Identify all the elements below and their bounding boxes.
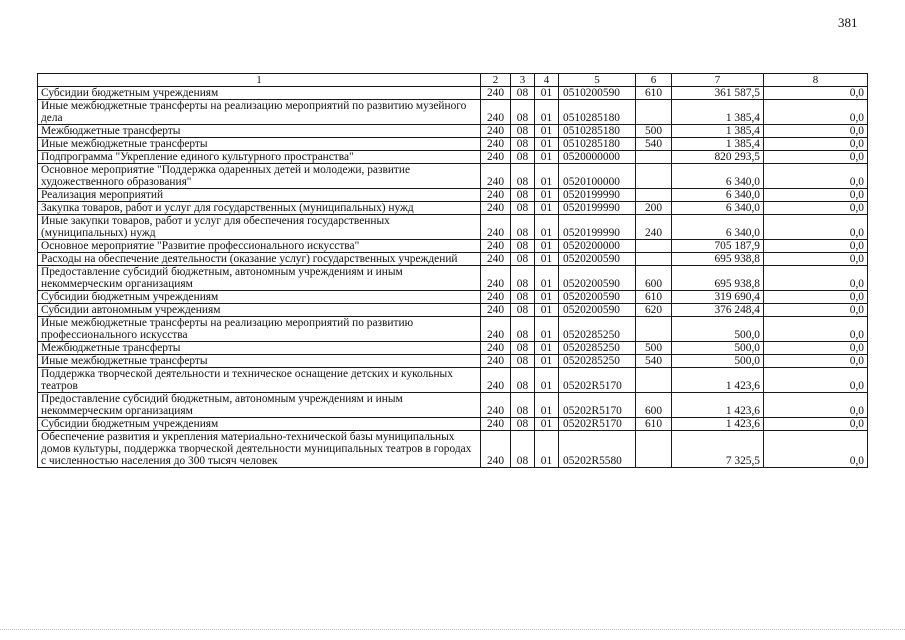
cell-target-article: 0520100000 [559, 164, 636, 189]
table-row [38, 291, 868, 304]
cell-target-article: 0520200590 [559, 253, 636, 266]
cell-section: 08 [511, 393, 535, 418]
cell-ministry-code: 240 [481, 253, 511, 266]
cell-subsection: 01 [535, 215, 559, 240]
cell-ministry-code: 240 [481, 164, 511, 189]
cell-section: 08 [511, 100, 535, 125]
cell-subsection: 01 [535, 151, 559, 164]
cell-amount-extra: 0,0 [764, 189, 868, 202]
cell-amount: 500,0 [672, 355, 764, 368]
cell-target-article: 0510285180 [559, 138, 636, 151]
cell-amount-extra: 0,0 [764, 431, 868, 468]
cell-name: Иные межбюджетные трансферты на реализацию мероприятий по развитию музейного дела [38, 100, 481, 125]
table-row [38, 164, 868, 189]
cell-target-article: 0510200590 [559, 87, 636, 100]
cell-name: Субсидии бюджетным учреждениям [38, 87, 481, 100]
cell-name: Предоставление субсидий бюджетным, автономным учреждениям и иным некоммерческим организациям [38, 393, 481, 418]
cell-section: 08 [511, 431, 535, 468]
table-row [38, 87, 868, 100]
cell-amount-extra: 0,0 [764, 304, 868, 317]
page-number: 381 [838, 15, 858, 30]
cell-target-article: 0520199990 [559, 202, 636, 215]
cell-expense-type: 610 [636, 418, 672, 431]
cell-amount: 376 248,4 [672, 304, 764, 317]
cell-ministry-code: 240 [481, 240, 511, 253]
cell-amount: 695 938,8 [672, 253, 764, 266]
cell-section: 08 [511, 266, 535, 291]
cell-target-article: 0520285250 [559, 317, 636, 342]
cell-ministry-code: 240 [481, 202, 511, 215]
cell-target-article: 0520200590 [559, 266, 636, 291]
cell-name: Закупка товаров, работ и услуг для государственных (муниципальных) нужд [38, 202, 481, 215]
cell-target-article: 0510285180 [559, 100, 636, 125]
cell-amount-extra: 0,0 [764, 418, 868, 431]
cell-subsection: 01 [535, 202, 559, 215]
cell-name: Межбюджетные трансферты [38, 342, 481, 355]
header-cell: 1 [38, 74, 481, 87]
cell-section: 08 [511, 317, 535, 342]
cell-ministry-code: 240 [481, 189, 511, 202]
table-row [38, 418, 868, 431]
cell-ministry-code: 240 [481, 291, 511, 304]
cell-amount-extra: 0,0 [764, 100, 868, 125]
cell-target-article: 0520285250 [559, 355, 636, 368]
cell-ministry-code: 240 [481, 431, 511, 468]
cell-target-article: 0520200000 [559, 240, 636, 253]
cell-amount: 6 340,0 [672, 202, 764, 215]
table-row [38, 393, 868, 418]
cell-amount-extra: 0,0 [764, 393, 868, 418]
cell-amount-extra: 0,0 [764, 342, 868, 355]
cell-name: Расходы на обеспечение деятельности (оказание услуг) государственных учреждений [38, 253, 481, 266]
cell-section: 08 [511, 189, 535, 202]
table-row [38, 100, 868, 125]
cell-amount: 1 385,4 [672, 100, 764, 125]
cell-amount-extra: 0,0 [764, 87, 868, 100]
cell-subsection: 01 [535, 125, 559, 138]
cell-ministry-code: 240 [481, 151, 511, 164]
cell-expense-type: 610 [636, 291, 672, 304]
cell-section: 08 [511, 304, 535, 317]
cell-ministry-code: 240 [481, 355, 511, 368]
cell-subsection: 01 [535, 368, 559, 393]
cell-amount-extra: 0,0 [764, 151, 868, 164]
table-row [38, 125, 868, 138]
cell-amount: 6 340,0 [672, 215, 764, 240]
cell-subsection: 01 [535, 355, 559, 368]
header-cell: 7 [672, 74, 764, 87]
cell-amount: 361 587,5 [672, 87, 764, 100]
cell-name: Обеспечение развития и укрепления материально-технической базы муниципальных домов культуры, поддержка творческой деятельности муниципальных театров в городах с численностью населения до 300 тысяч человек [38, 431, 481, 468]
cell-amount: 695 938,8 [672, 266, 764, 291]
cell-amount: 705 187,9 [672, 240, 764, 253]
cell-expense-type [636, 431, 672, 468]
cell-target-article: 0520200590 [559, 304, 636, 317]
cell-subsection: 01 [535, 291, 559, 304]
cell-subsection: 01 [535, 87, 559, 100]
cell-name: Субсидии автономным учреждениям [38, 304, 481, 317]
cell-amount-extra: 0,0 [764, 266, 868, 291]
table-row [38, 431, 868, 468]
cell-expense-type [636, 164, 672, 189]
cell-subsection: 01 [535, 342, 559, 355]
cell-name: Реализация мероприятий [38, 189, 481, 202]
cell-expense-type: 600 [636, 266, 672, 291]
cell-section: 08 [511, 215, 535, 240]
cell-name: Предоставление субсидий бюджетным, автономным учреждениям и иным некоммерческим организациям [38, 266, 481, 291]
table-row [38, 355, 868, 368]
cell-section: 08 [511, 164, 535, 189]
cell-expense-type: 610 [636, 87, 672, 100]
cell-name: Основное мероприятие "Поддержка одаренных детей и молодежи, развитие художественного образования" [38, 164, 481, 189]
cell-name: Иные межбюджетные трансферты [38, 138, 481, 151]
cell-expense-type: 240 [636, 215, 672, 240]
cell-section: 08 [511, 151, 535, 164]
header-cell: 4 [535, 74, 559, 87]
cell-expense-type: 600 [636, 393, 672, 418]
cell-expense-type: 200 [636, 202, 672, 215]
cell-target-article: 0520199990 [559, 189, 636, 202]
cell-name: Подпрограмма "Укрепление единого культурного пространства" [38, 151, 481, 164]
cell-name: Иные закупки товаров, работ и услуг для обеспечения государственных (муниципальных) нужд [38, 215, 481, 240]
cell-section: 08 [511, 342, 535, 355]
cell-section: 08 [511, 87, 535, 100]
table-row [38, 202, 868, 215]
cell-amount: 820 293,5 [672, 151, 764, 164]
cell-amount-extra: 0,0 [764, 355, 868, 368]
cell-subsection: 01 [535, 317, 559, 342]
cell-target-article: 0520285250 [559, 342, 636, 355]
cell-ministry-code: 240 [481, 125, 511, 138]
cell-amount: 500,0 [672, 342, 764, 355]
cell-section: 08 [511, 240, 535, 253]
cell-section: 08 [511, 368, 535, 393]
cell-amount-extra: 0,0 [764, 317, 868, 342]
cell-amount: 500,0 [672, 317, 764, 342]
cell-amount: 7 325,5 [672, 431, 764, 468]
cell-amount-extra: 0,0 [764, 138, 868, 151]
cell-section: 08 [511, 202, 535, 215]
table-row [38, 189, 868, 202]
cell-name: Поддержка творческой деятельности и техническое оснащение детских и кукольных театров [38, 368, 481, 393]
scan-artifact-line [0, 629, 905, 630]
cell-expense-type [636, 317, 672, 342]
cell-subsection: 01 [535, 164, 559, 189]
table-row [38, 342, 868, 355]
cell-name: Субсидии бюджетным учреждениям [38, 291, 481, 304]
cell-amount: 319 690,4 [672, 291, 764, 304]
cell-amount: 6 340,0 [672, 189, 764, 202]
cell-expense-type [636, 240, 672, 253]
cell-amount-extra: 0,0 [764, 164, 868, 189]
table-row [38, 317, 868, 342]
cell-amount-extra: 0,0 [764, 202, 868, 215]
cell-amount-extra: 0,0 [764, 215, 868, 240]
cell-section: 08 [511, 125, 535, 138]
cell-subsection: 01 [535, 100, 559, 125]
cell-section: 08 [511, 355, 535, 368]
cell-subsection: 01 [535, 393, 559, 418]
cell-target-article: 0520199990 [559, 215, 636, 240]
budget-table [37, 73, 868, 468]
table-body [38, 74, 868, 468]
cell-ministry-code: 240 [481, 266, 511, 291]
header-cell: 6 [636, 74, 672, 87]
table-row [38, 368, 868, 393]
cell-amount: 1 385,4 [672, 125, 764, 138]
cell-amount: 1 423,6 [672, 418, 764, 431]
cell-amount-extra: 0,0 [764, 125, 868, 138]
cell-ministry-code: 240 [481, 215, 511, 240]
cell-section: 08 [511, 291, 535, 304]
cell-amount-extra: 0,0 [764, 240, 868, 253]
cell-target-article: 0510285180 [559, 125, 636, 138]
cell-expense-type [636, 368, 672, 393]
header-row [38, 74, 868, 87]
cell-ministry-code: 240 [481, 87, 511, 100]
cell-target-article: 05202R5170 [559, 393, 636, 418]
table-row [38, 266, 868, 291]
cell-amount: 6 340,0 [672, 164, 764, 189]
cell-ministry-code: 240 [481, 138, 511, 151]
cell-subsection: 01 [535, 240, 559, 253]
cell-subsection: 01 [535, 253, 559, 266]
cell-ministry-code: 240 [481, 304, 511, 317]
header-cell: 2 [481, 74, 511, 87]
cell-name: Иные межбюджетные трансферты [38, 355, 481, 368]
cell-subsection: 01 [535, 266, 559, 291]
cell-amount: 1 423,6 [672, 368, 764, 393]
cell-section: 08 [511, 138, 535, 151]
cell-target-article: 0520200590 [559, 291, 636, 304]
cell-expense-type: 540 [636, 138, 672, 151]
cell-name: Основное мероприятие "Развитие профессионального искусства" [38, 240, 481, 253]
cell-ministry-code: 240 [481, 368, 511, 393]
table-row [38, 253, 868, 266]
cell-name: Межбюджетные трансферты [38, 125, 481, 138]
cell-ministry-code: 240 [481, 100, 511, 125]
header-cell: 3 [511, 74, 535, 87]
cell-expense-type [636, 189, 672, 202]
cell-target-article: 05202R5170 [559, 418, 636, 431]
cell-name: Субсидии бюджетным учреждениям [38, 418, 481, 431]
cell-expense-type: 540 [636, 355, 672, 368]
cell-subsection: 01 [535, 189, 559, 202]
table-row [38, 138, 868, 151]
cell-name: Иные межбюджетные трансферты на реализацию мероприятий по развитию профессионального искусства [38, 317, 481, 342]
cell-amount-extra: 0,0 [764, 291, 868, 304]
cell-expense-type [636, 253, 672, 266]
cell-subsection: 01 [535, 418, 559, 431]
table-row [38, 240, 868, 253]
cell-ministry-code: 240 [481, 393, 511, 418]
cell-expense-type: 500 [636, 342, 672, 355]
table-row [38, 304, 868, 317]
cell-subsection: 01 [535, 304, 559, 317]
header-cell: 8 [764, 74, 868, 87]
cell-expense-type [636, 100, 672, 125]
cell-section: 08 [511, 418, 535, 431]
cell-section: 08 [511, 253, 535, 266]
table-row [38, 151, 868, 164]
cell-ministry-code: 240 [481, 317, 511, 342]
cell-expense-type: 620 [636, 304, 672, 317]
cell-amount: 1 423,6 [672, 393, 764, 418]
cell-target-article: 05202R5170 [559, 368, 636, 393]
cell-amount: 1 385,4 [672, 138, 764, 151]
cell-expense-type [636, 151, 672, 164]
cell-subsection: 01 [535, 431, 559, 468]
cell-ministry-code: 240 [481, 342, 511, 355]
cell-amount-extra: 0,0 [764, 368, 868, 393]
cell-target-article: 0520000000 [559, 151, 636, 164]
cell-subsection: 01 [535, 138, 559, 151]
header-cell: 5 [559, 74, 636, 87]
cell-expense-type: 500 [636, 125, 672, 138]
table-row [38, 215, 868, 240]
cell-ministry-code: 240 [481, 418, 511, 431]
cell-target-article: 05202R5580 [559, 431, 636, 468]
cell-amount-extra: 0,0 [764, 253, 868, 266]
